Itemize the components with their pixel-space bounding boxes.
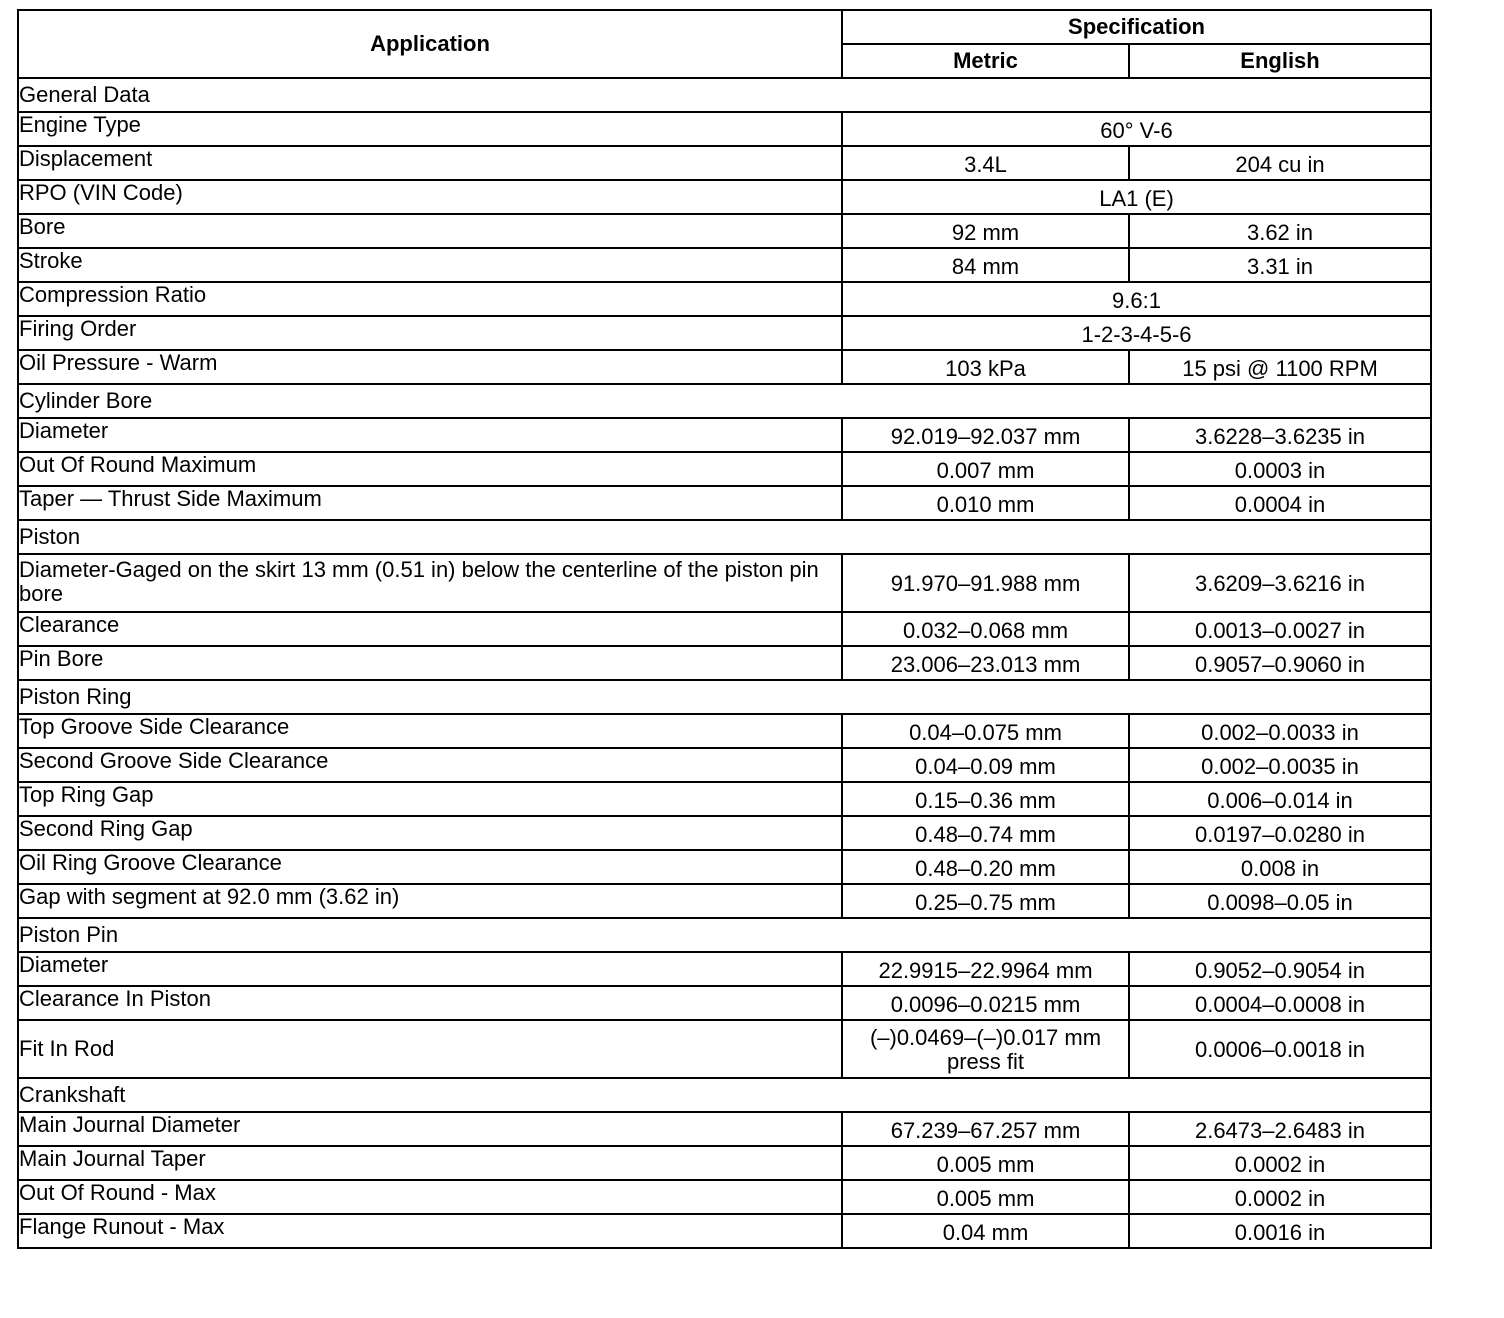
- english-value: 0.0004–0.0008 in: [1129, 986, 1431, 1020]
- english-value: 204 cu in: [1129, 146, 1431, 180]
- english-header: English: [1129, 44, 1431, 78]
- section-row: [18, 1078, 1431, 1112]
- english-value: 3.31 in: [1129, 248, 1431, 282]
- table-row: [18, 486, 1431, 520]
- table-row: [18, 316, 1431, 350]
- english-value: 0.006–0.014 in: [1129, 782, 1431, 816]
- table-row: [18, 282, 1431, 316]
- row-label: Clearance: [18, 612, 842, 646]
- table-row: [18, 1020, 1431, 1078]
- table-row: [18, 146, 1431, 180]
- merged-value: 60° V-6: [842, 112, 1431, 146]
- english-value: 0.0006–0.0018 in: [1129, 1020, 1431, 1078]
- row-label: Main Journal Diameter: [18, 1112, 842, 1146]
- english-value: 0.0016 in: [1129, 1214, 1431, 1248]
- merged-value: 9.6:1: [842, 282, 1431, 316]
- metric-value: 92 mm: [842, 214, 1129, 248]
- english-value: 0.0003 in: [1129, 452, 1431, 486]
- table-row: [18, 452, 1431, 486]
- table-header: [18, 10, 1431, 78]
- section-title: Piston Ring: [18, 680, 1431, 714]
- english-value: 0.002–0.0033 in: [1129, 714, 1431, 748]
- metric-value: 92.019–92.037 mm: [842, 418, 1129, 452]
- metric-value: 0.0096–0.0215 mm: [842, 986, 1129, 1020]
- specification-header: Specification: [842, 10, 1431, 44]
- section-row: [18, 384, 1431, 418]
- row-label: Oil Ring Groove Clearance: [18, 850, 842, 884]
- table-row: [18, 782, 1431, 816]
- row-label: Fit In Rod: [18, 1020, 842, 1078]
- table-row: [18, 850, 1431, 884]
- metric-value: 0.04–0.075 mm: [842, 714, 1129, 748]
- section-title: Crankshaft: [18, 1078, 1431, 1112]
- english-value: 0.0013–0.0027 in: [1129, 612, 1431, 646]
- metric-value: 67.239–67.257 mm: [842, 1112, 1129, 1146]
- row-label: Engine Type: [18, 112, 842, 146]
- row-label: Clearance In Piston: [18, 986, 842, 1020]
- table-row: [18, 418, 1431, 452]
- table-row: [18, 248, 1431, 282]
- table-row: [18, 646, 1431, 680]
- row-label: Pin Bore: [18, 646, 842, 680]
- row-label: Firing Order: [18, 316, 842, 350]
- section-title: General Data: [18, 78, 1431, 112]
- row-label: Top Ring Gap: [18, 782, 842, 816]
- metric-value: 3.4L: [842, 146, 1129, 180]
- table-row: [18, 1180, 1431, 1214]
- merged-value: LA1 (E): [842, 180, 1431, 214]
- metric-value: 23.006–23.013 mm: [842, 646, 1129, 680]
- section-row: [18, 520, 1431, 554]
- row-label: Displacement: [18, 146, 842, 180]
- section-row: [18, 78, 1431, 112]
- metric-value: 0.032–0.068 mm: [842, 612, 1129, 646]
- section-row: [18, 680, 1431, 714]
- row-label: Top Groove Side Clearance: [18, 714, 842, 748]
- metric-value: 91.970–91.988 mm: [842, 554, 1129, 612]
- metric-value: 103 kPa: [842, 350, 1129, 384]
- english-value: 0.0197–0.0280 in: [1129, 816, 1431, 850]
- english-value: 3.6228–3.6235 in: [1129, 418, 1431, 452]
- metric-value: 0.04 mm: [842, 1214, 1129, 1248]
- section-row: [18, 918, 1431, 952]
- row-label: Second Groove Side Clearance: [18, 748, 842, 782]
- table-row: [18, 350, 1431, 384]
- row-label: Diameter-Gaged on the skirt 13 mm (0.51 in) below the centerline of the piston pin bore: [18, 554, 842, 612]
- metric-value: (–)0.0469–(–)0.017 mm press fit: [842, 1020, 1129, 1078]
- english-value: 15 psi @ 1100 RPM: [1129, 350, 1431, 384]
- metric-header: Metric: [842, 44, 1129, 78]
- table-row: [18, 1146, 1431, 1180]
- table-row: [18, 112, 1431, 146]
- english-value: 0.0002 in: [1129, 1146, 1431, 1180]
- row-label: Main Journal Taper: [18, 1146, 842, 1180]
- row-label: Stroke: [18, 248, 842, 282]
- table-row: [18, 214, 1431, 248]
- english-value: 0.0002 in: [1129, 1180, 1431, 1214]
- row-label: Out Of Round Maximum: [18, 452, 842, 486]
- english-value: 0.002–0.0035 in: [1129, 748, 1431, 782]
- row-label: Second Ring Gap: [18, 816, 842, 850]
- metric-value: 84 mm: [842, 248, 1129, 282]
- metric-value: 0.007 mm: [842, 452, 1129, 486]
- row-label: Oil Pressure - Warm: [18, 350, 842, 384]
- table-row: [18, 1214, 1431, 1248]
- table-row: [18, 952, 1431, 986]
- english-value: 2.6473–2.6483 in: [1129, 1112, 1431, 1146]
- table-row: [18, 180, 1431, 214]
- table-row: [18, 884, 1431, 918]
- merged-value: 1-2-3-4-5-6: [842, 316, 1431, 350]
- table-row: [18, 554, 1431, 612]
- table-row: [18, 612, 1431, 646]
- row-label: Flange Runout - Max: [18, 1214, 842, 1248]
- english-value: 0.9052–0.9054 in: [1129, 952, 1431, 986]
- row-label: Taper — Thrust Side Maximum: [18, 486, 842, 520]
- table-row: [18, 1112, 1431, 1146]
- row-label: RPO (VIN Code): [18, 180, 842, 214]
- english-value: 3.6209–3.6216 in: [1129, 554, 1431, 612]
- metric-value: 0.48–0.74 mm: [842, 816, 1129, 850]
- row-label: Diameter: [18, 418, 842, 452]
- application-header: Application: [18, 10, 842, 78]
- metric-value: 0.005 mm: [842, 1146, 1129, 1180]
- row-label: Compression Ratio: [18, 282, 842, 316]
- metric-value: 0.005 mm: [842, 1180, 1129, 1214]
- metric-value: 22.9915–22.9964 mm: [842, 952, 1129, 986]
- row-label: Gap with segment at 92.0 mm (3.62 in): [18, 884, 842, 918]
- metric-value: 0.25–0.75 mm: [842, 884, 1129, 918]
- metric-value: 0.48–0.20 mm: [842, 850, 1129, 884]
- table-row: [18, 714, 1431, 748]
- english-value: 0.0004 in: [1129, 486, 1431, 520]
- metric-value: 0.010 mm: [842, 486, 1129, 520]
- table-row: [18, 816, 1431, 850]
- english-value: 0.0098–0.05 in: [1129, 884, 1431, 918]
- section-title: Piston Pin: [18, 918, 1431, 952]
- spec-table: [17, 9, 1432, 1249]
- table-row: [18, 986, 1431, 1020]
- spec-table-container: [17, 9, 1430, 1249]
- metric-value: 0.15–0.36 mm: [842, 782, 1129, 816]
- row-label: Out Of Round - Max: [18, 1180, 842, 1214]
- section-title: Cylinder Bore: [18, 384, 1431, 418]
- english-value: 3.62 in: [1129, 214, 1431, 248]
- table-row: [18, 748, 1431, 782]
- english-value: 0.9057–0.9060 in: [1129, 646, 1431, 680]
- section-title: Piston: [18, 520, 1431, 554]
- metric-value: 0.04–0.09 mm: [842, 748, 1129, 782]
- english-value: 0.008 in: [1129, 850, 1431, 884]
- row-label: Diameter: [18, 952, 842, 986]
- table-body: [18, 78, 1431, 1248]
- row-label: Bore: [18, 214, 842, 248]
